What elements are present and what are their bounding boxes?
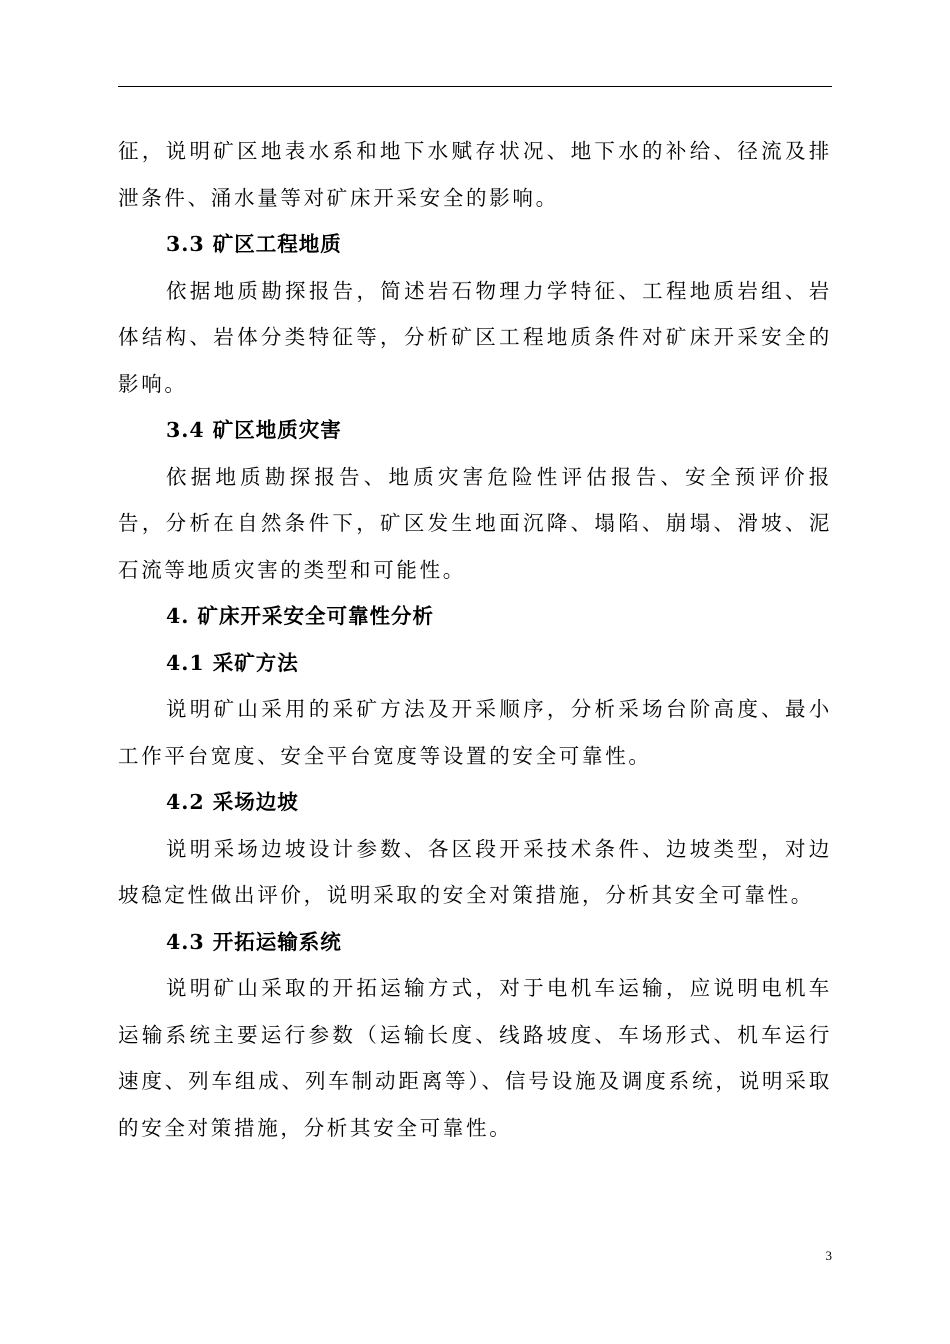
header-rule <box>118 86 832 87</box>
paragraph-stope-slope: 说明采场边坡设计参数、各区段开采技术条件、边坡类型，对边坡稳定性做出评价，说明采取的安全对策措施，分析其安全可靠性。 <box>118 836 832 907</box>
heading-3-4-geological-hazards: 3.4 矿区地质灾害 <box>166 418 342 442</box>
heading-4-3-development-transport: 4.3 开拓运输系统 <box>166 929 342 954</box>
paragraph-mining-method: 说明矿山采用的采矿方法及开采顺序，分析采场台阶高度、最小工作平台宽度、安全平台宽度等设置的安全可靠性。 <box>118 697 832 768</box>
heading-4-2-stope-slope: 4.2 采场边坡 <box>166 790 299 814</box>
paragraph-development-transport: 说明矿山采取的开拓运输方式，对于电机车运输，应说明电机车运输系统主要运行参数（运输长度、线路坡度、车场形式、机车运行速度、列车组成、列车制动距离等）、信号设施及调度系统，说明采取的安全对策措施，分析其安全可靠性。 <box>118 976 832 1140</box>
heading-4-1-mining-method: 4.1 采矿方法 <box>166 650 299 675</box>
paragraph-geological-hazards: 依据地质勘探报告、地质灾害危险性评估报告、安全预评价报告，分析在自然条件下，矿区发生地面沉降、塌陷、崩塌、滑坡、泥石流等地质灾害的类型和可能性。 <box>118 464 832 582</box>
paragraph-engineering-geology: 依据地质勘探报告，简述岩石物理力学特征、工程地质岩组、岩体结构、岩体分类特征等，分析矿区工程地质条件对矿床开采安全的影响。 <box>118 278 832 396</box>
heading-3-3-engineering-geology: 3.3 矿区工程地质 <box>166 232 342 256</box>
paragraph-hydrogeology-continued: 征，说明矿区地表水系和地下水赋存状况、地下水的补给、径流及排泄条件、涌水量等对矿床开采安全的影响。 <box>118 139 832 210</box>
document-body <box>118 128 832 1151</box>
heading-4-mining-safety-analysis: 4. 矿床开采安全可靠性分析 <box>166 604 435 628</box>
page-number: 3 <box>825 1248 832 1263</box>
